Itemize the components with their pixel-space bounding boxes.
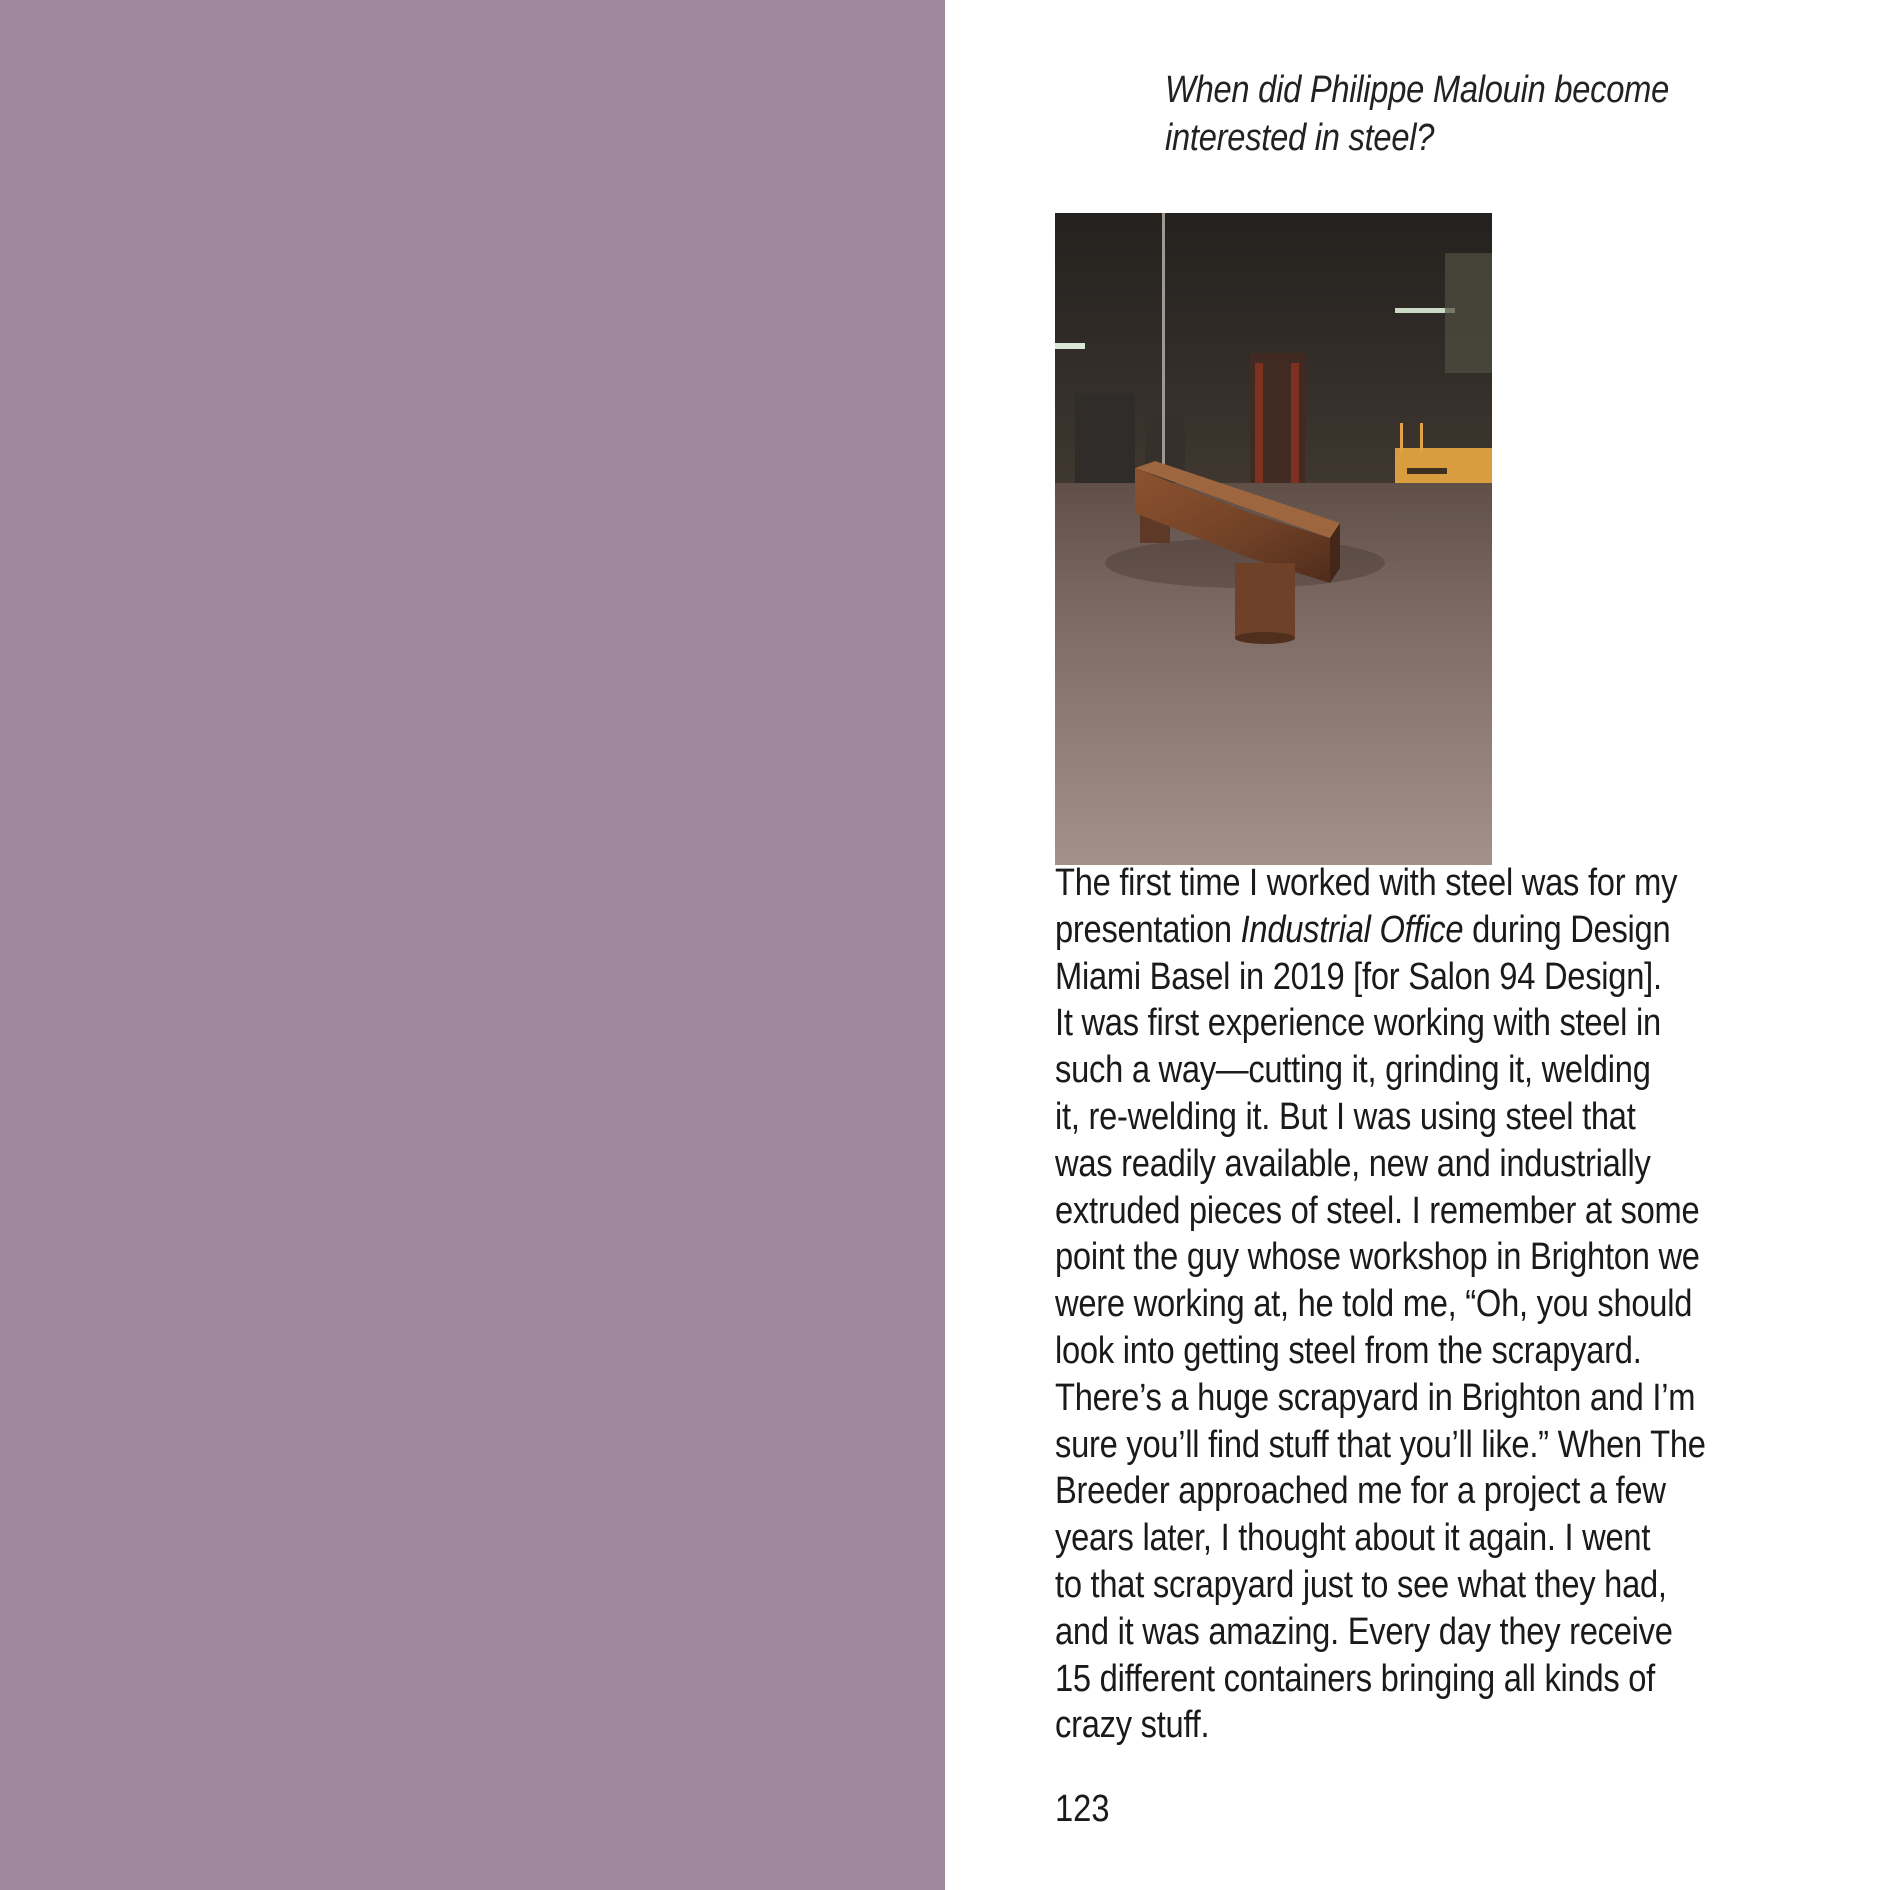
paragraph-text: during Design <box>1463 908 1671 951</box>
paragraph-line: was readily available, new and industrially <box>1055 1142 1651 1185</box>
paragraph-line: 15 different containers bringing all kinds of <box>1055 1657 1656 1700</box>
paragraph-text: presentation <box>1055 908 1241 951</box>
paragraph-line: extruded pieces of steel. I remember at some <box>1055 1189 1700 1232</box>
interview-question <box>1165 66 1715 162</box>
paragraph-line: Miami Basel in 2019 [for Salon 94 Design]. <box>1055 955 1662 998</box>
page-number: 123 <box>1055 1788 1110 1830</box>
artwork-title: Industrial Office <box>1240 908 1464 951</box>
paragraph-line: to that scrapyard just to see what they had, <box>1055 1563 1667 1606</box>
paragraph-line: and it was amazing. Every day they receive <box>1055 1610 1673 1653</box>
answer-paragraph <box>1055 860 1709 1749</box>
paragraph-line: years later, I thought about it again. I went <box>1055 1517 1651 1560</box>
paragraph-line: There’s a huge scrapyard in Brighton and I’m <box>1055 1376 1696 1419</box>
paragraph-line: it, re-welding it. But I was using steel that <box>1055 1095 1636 1138</box>
paragraph-line: The first time I worked with steel was for my <box>1055 862 1678 904</box>
workshop-photo <box>1055 213 1492 865</box>
paragraph-line: Breeder approached me for a project a few <box>1055 1470 1666 1513</box>
paragraph-line: It was first experience working with steel in <box>1055 1002 1661 1045</box>
paragraph-line: sure you’ll find stuff that you’ll like.” When The <box>1055 1423 1706 1466</box>
paragraph-line: were working at, he told me, “Oh, you should <box>1055 1283 1693 1326</box>
paragraph-line: crazy stuff. <box>1055 1704 1210 1747</box>
paragraph-line <box>1055 907 1709 954</box>
question-line: When did Philippe Malouin become <box>1165 69 1670 111</box>
text-page <box>945 0 1890 1890</box>
paragraph-line: look into getting steel from the scrapyard. <box>1055 1329 1642 1372</box>
paragraph-line: point the guy whose workshop in Brighton we <box>1055 1236 1700 1279</box>
steel-beam-in-workshop-photo <box>1055 213 1492 865</box>
question-line: interested in steel? <box>1165 117 1435 159</box>
paragraph-line: such a way—cutting it, grinding it, welding <box>1055 1049 1651 1092</box>
